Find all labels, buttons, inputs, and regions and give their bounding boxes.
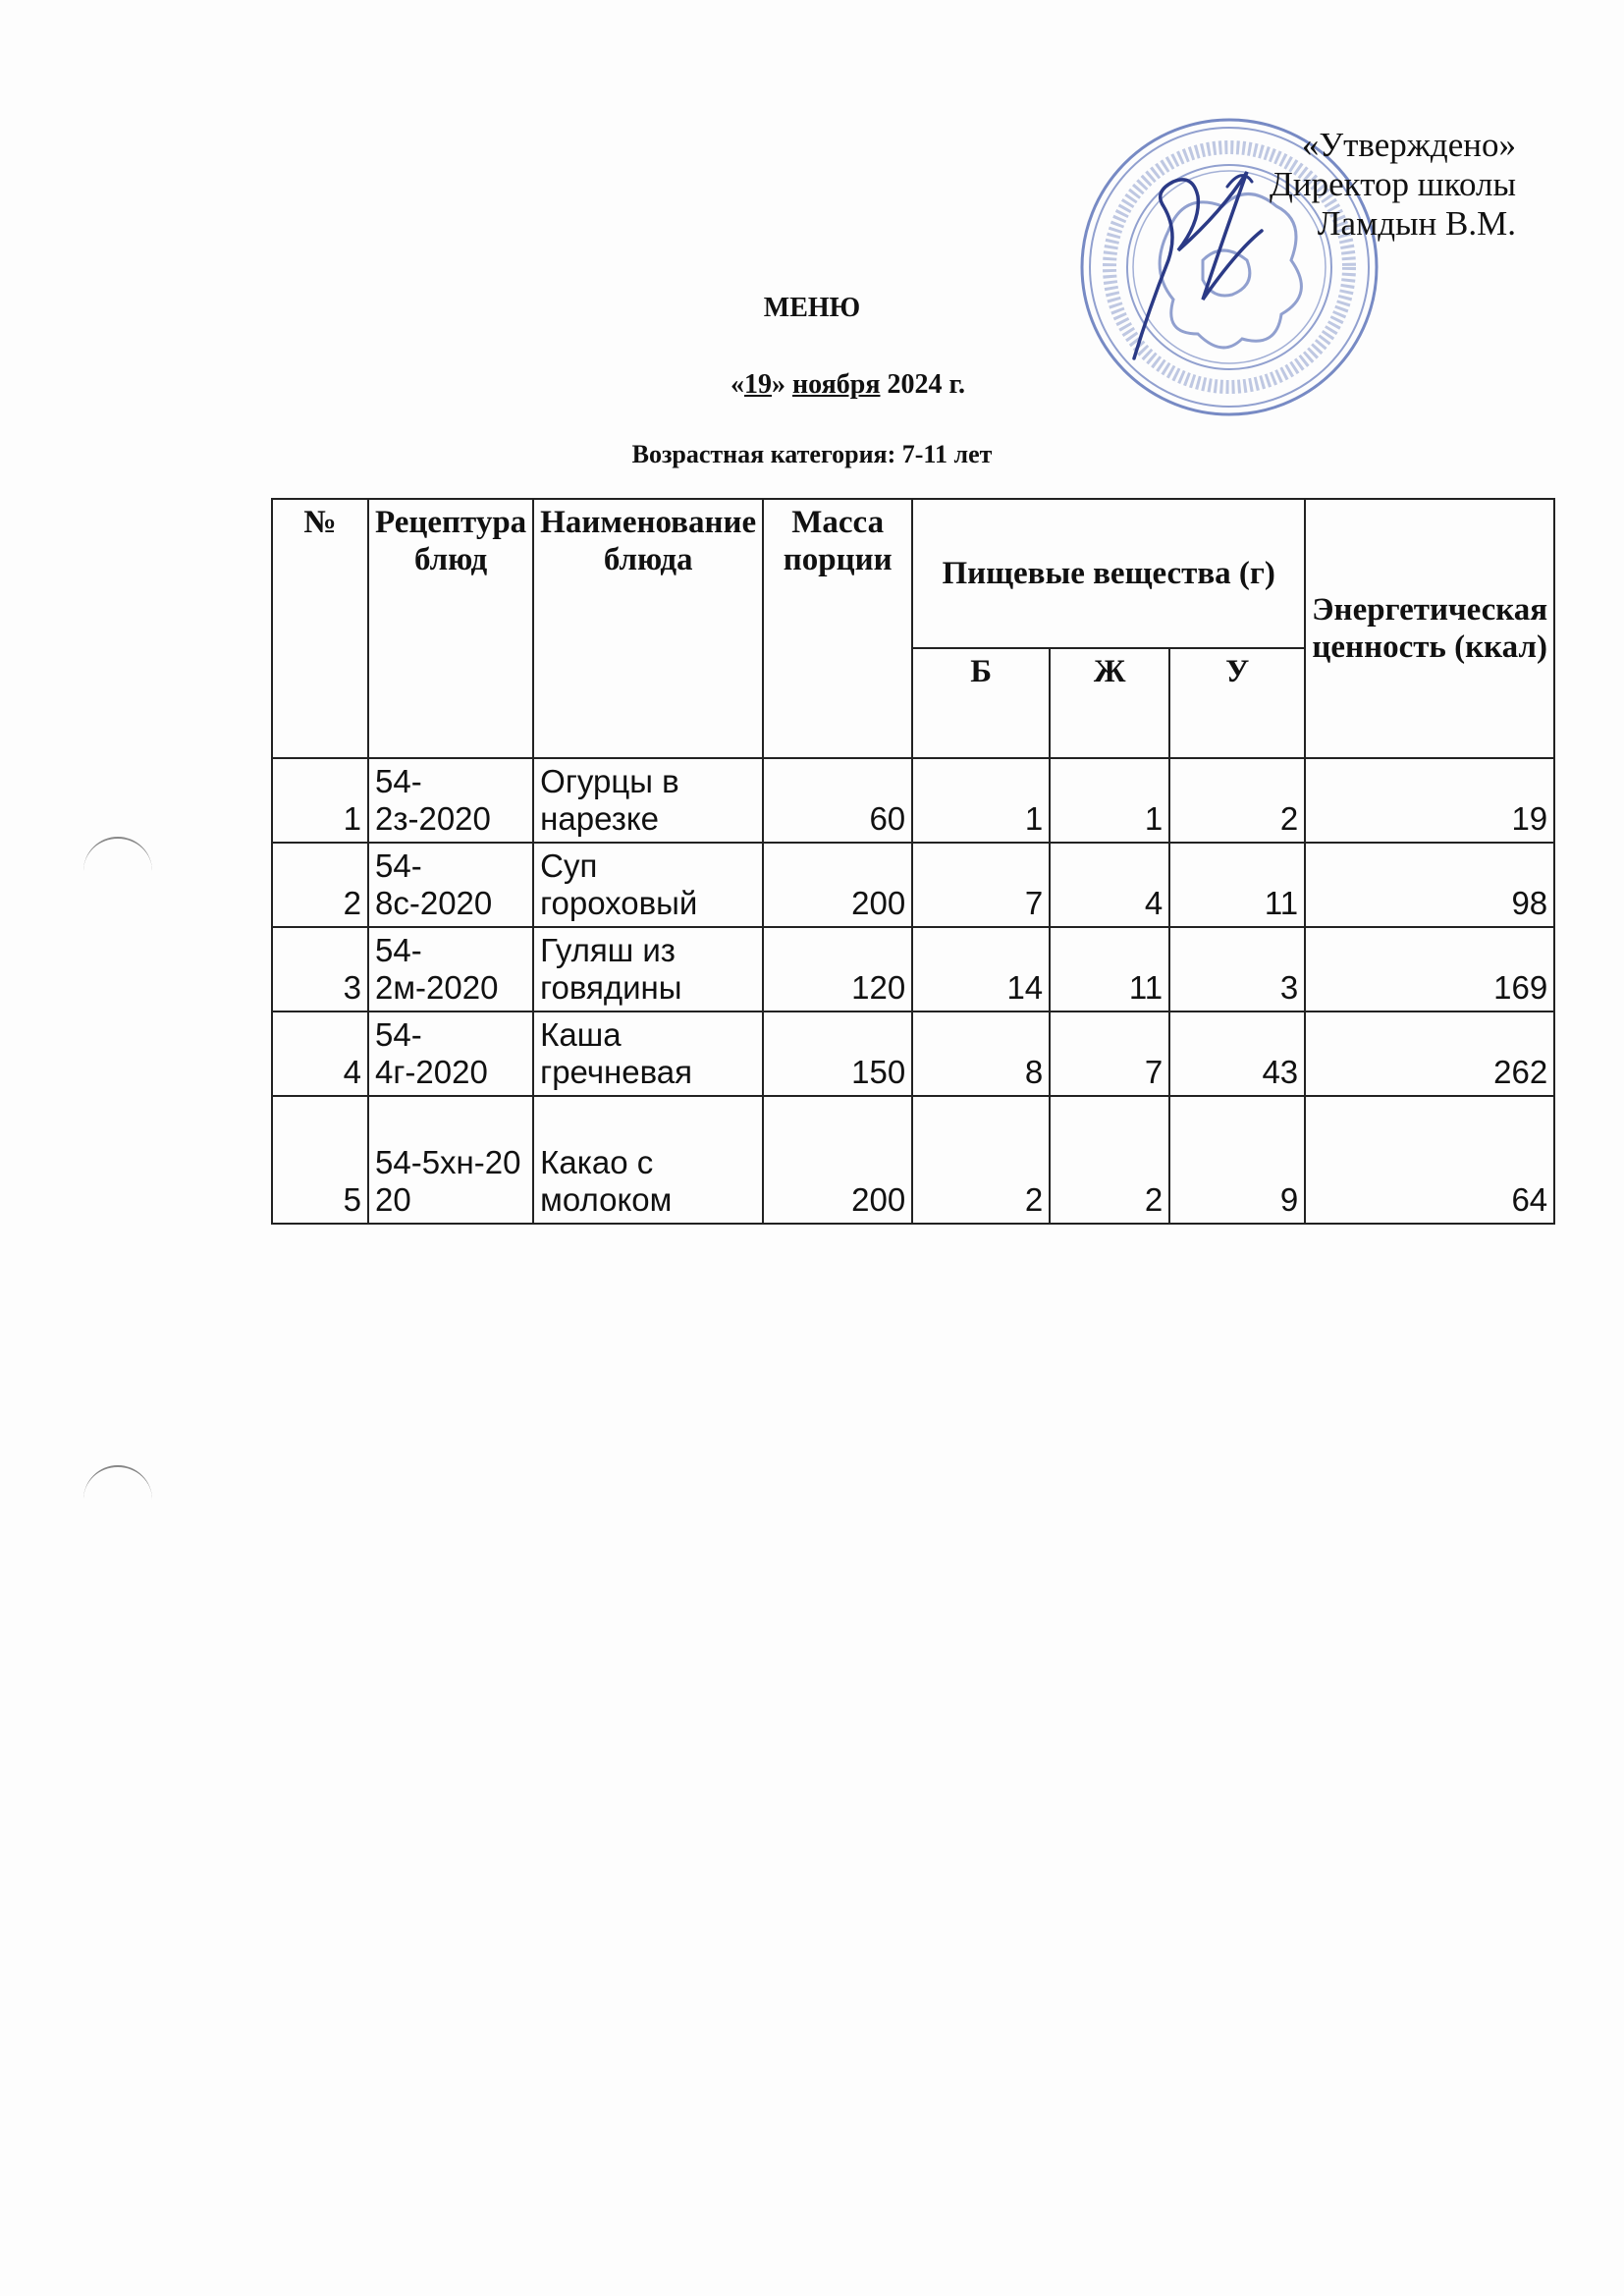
date-month: ноября (792, 369, 881, 400)
row-dish-name: Суп гороховый (533, 843, 763, 927)
approval-title: «Утверждено» (1301, 126, 1516, 164)
row-recipe: 54-8с-2020 (368, 843, 533, 927)
table-row (272, 927, 1554, 1011)
row-fat: 1 (1050, 758, 1169, 843)
date-close-quote: » (772, 369, 785, 400)
row-carbs: 2 (1169, 758, 1305, 843)
row-protein: 1 (912, 758, 1050, 843)
header-nutrients: Пищевые вещества (г) (912, 499, 1305, 648)
row-fat: 4 (1050, 843, 1169, 927)
menu-date (731, 369, 965, 401)
row-number: 3 (272, 927, 368, 1011)
date-open-quote: « (731, 369, 744, 400)
header-fat: Ж (1050, 648, 1169, 758)
date-day: 19 (744, 369, 772, 400)
row-fat: 7 (1050, 1011, 1169, 1096)
header-number: № (272, 499, 368, 758)
row-energy: 98 (1305, 843, 1554, 927)
row-protein: 8 (912, 1011, 1050, 1096)
approval-position: Директор школы (1270, 165, 1516, 203)
row-recipe: 54-2м-2020 (368, 927, 533, 1011)
row-number: 5 (272, 1096, 368, 1224)
row-energy: 64 (1305, 1096, 1554, 1224)
row-carbs: 11 (1169, 843, 1305, 927)
menu-title: МЕНЮ (763, 293, 861, 323)
header-energy: Энергетическая ценность (ккал) (1305, 499, 1554, 758)
header-protein: Б (912, 648, 1050, 758)
age-category: Возрастная категория: 7-11 лет (631, 440, 993, 468)
row-dish-name: Какао с молоком (533, 1096, 763, 1224)
date-year: 2024 г. (887, 369, 966, 400)
row-energy: 169 (1305, 927, 1554, 1011)
row-carbs: 43 (1169, 1011, 1305, 1096)
row-dish-name: Огурцы в нарезке (533, 758, 763, 843)
header-recipe: Рецептура блюд (368, 499, 533, 758)
approval-name: Ламдын В.М. (1317, 204, 1516, 243)
row-fat: 2 (1050, 1096, 1169, 1224)
table-row (272, 1011, 1554, 1096)
table-row (272, 843, 1554, 927)
punch-hole-mark (83, 1465, 152, 1506)
row-carbs: 3 (1169, 927, 1305, 1011)
row-dish-name: Гуляш из говядины (533, 927, 763, 1011)
row-energy: 262 (1305, 1011, 1554, 1096)
table-row (272, 1096, 1554, 1224)
row-mass: 60 (763, 758, 912, 843)
row-carbs: 9 (1169, 1096, 1305, 1224)
row-protein: 14 (912, 927, 1050, 1011)
table-row (272, 758, 1554, 843)
punch-hole-mark (83, 837, 152, 878)
header-dish-name: Наименование блюда (533, 499, 763, 758)
row-energy: 19 (1305, 758, 1554, 843)
row-recipe: 54-5хн-2020 (368, 1096, 533, 1224)
row-number: 2 (272, 843, 368, 927)
row-protein: 7 (912, 843, 1050, 927)
approval-block (1270, 126, 1516, 244)
row-recipe: 54-4г-2020 (368, 1011, 533, 1096)
row-number: 1 (272, 758, 368, 843)
row-mass: 150 (763, 1011, 912, 1096)
row-recipe: 54-2з-2020 (368, 758, 533, 843)
header-carbs: У (1169, 648, 1305, 758)
row-mass: 120 (763, 927, 912, 1011)
menu-table (271, 498, 1555, 1225)
row-fat: 11 (1050, 927, 1169, 1011)
row-dish-name: Каша гречневая (533, 1011, 763, 1096)
row-protein: 2 (912, 1096, 1050, 1224)
row-number: 4 (272, 1011, 368, 1096)
row-mass: 200 (763, 843, 912, 927)
header-portion-mass: Масса порции (763, 499, 912, 758)
row-mass: 200 (763, 1096, 912, 1224)
